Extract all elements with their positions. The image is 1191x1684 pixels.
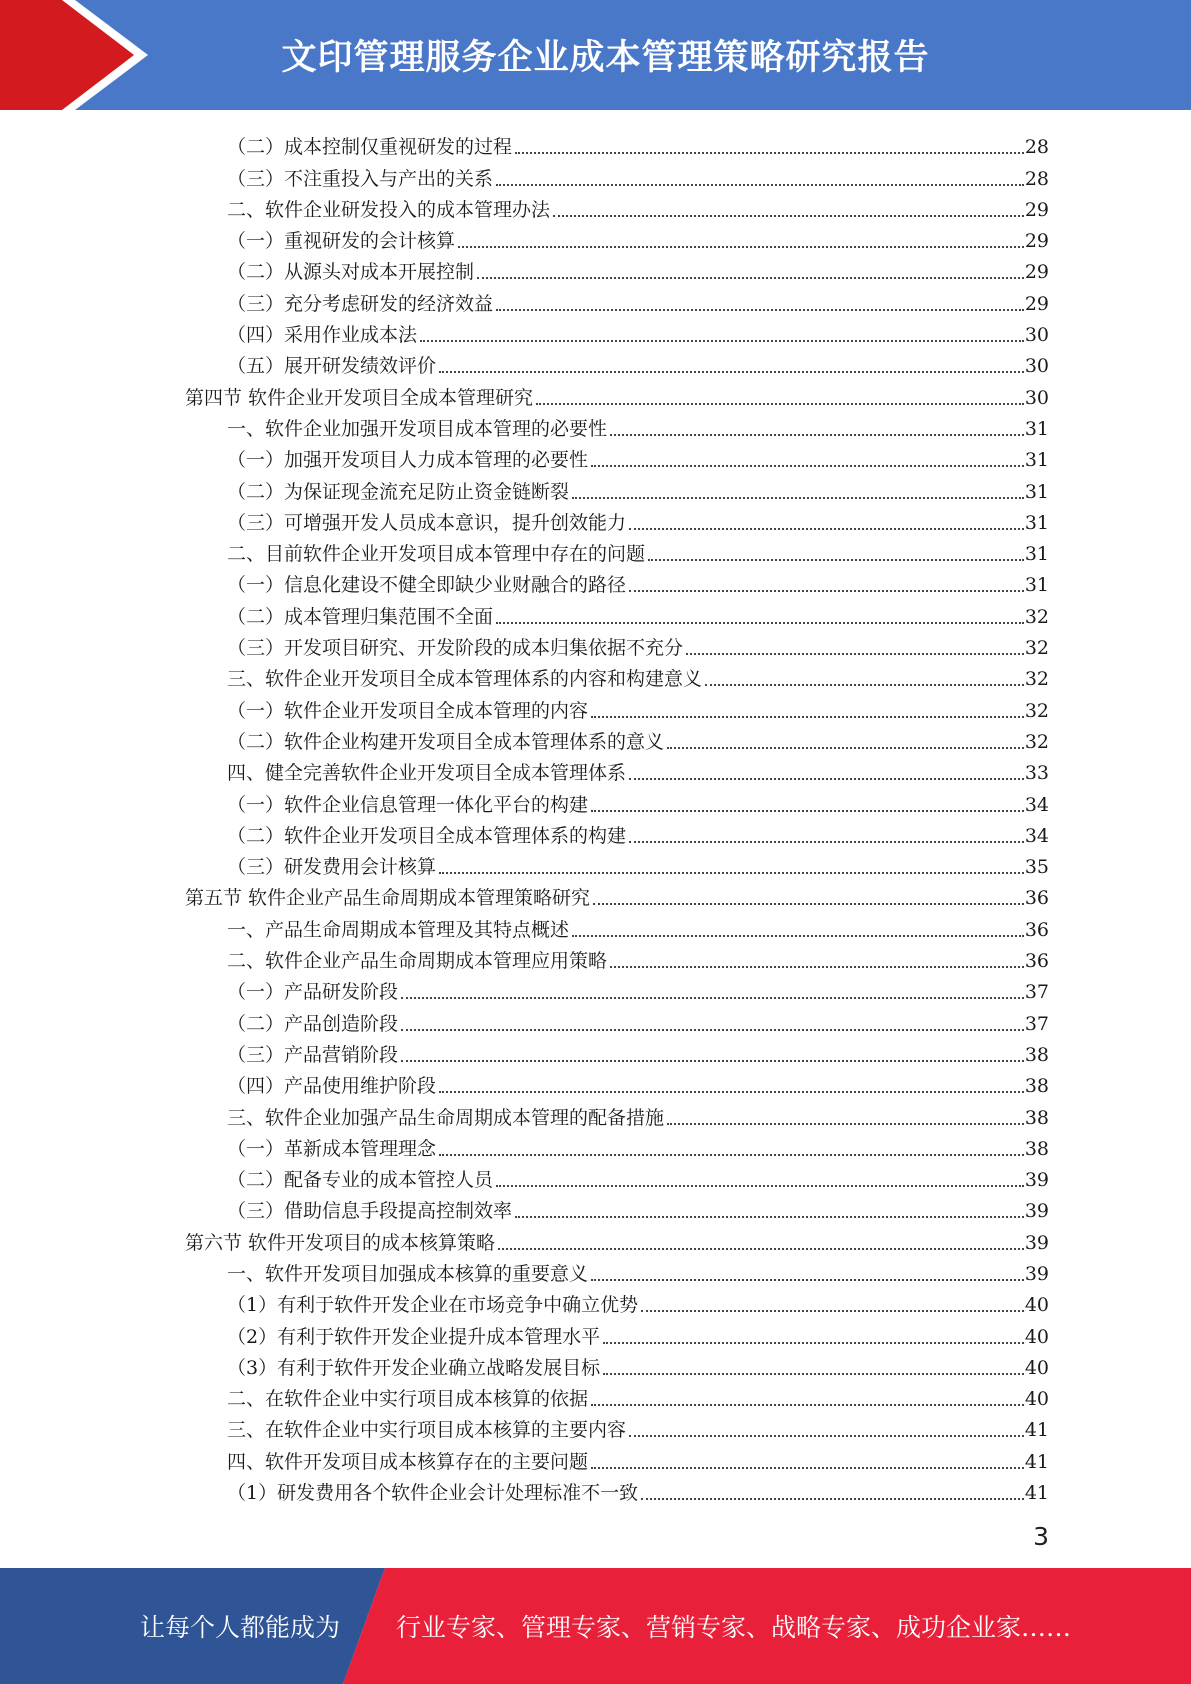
toc-dot-leader (591, 1404, 1024, 1406)
toc-entry[interactable] (185, 878, 1049, 909)
toc-entry-title: 第五节 软件企业产品生命周期成本管理策略研究 (185, 887, 591, 910)
toc-entry[interactable] (185, 1348, 1049, 1379)
toc-entry-title: 二、在软件企业中实行项目成本核算的依据 (227, 1388, 589, 1411)
footer-banner (0, 1568, 1191, 1684)
toc-entry-title: （3）有利于软件开发企业确立战略发展目标 (227, 1356, 601, 1379)
toc-entry-title: （四）产品使用维护阶段 (227, 1075, 437, 1098)
toc-entry-page: 31 (1024, 449, 1049, 472)
toc-entry-page: 38 (1024, 1106, 1049, 1129)
toc-entry-page: 40 (1024, 1356, 1049, 1379)
toc-entry-page: 38 (1024, 1137, 1049, 1160)
toc-entry-title: （三）可增强开发人员成本意识，提升创效能力 (227, 511, 627, 534)
toc-entry-page: 31 (1024, 511, 1049, 534)
toc-entry-title: （二）成本控制仅重视研发的过程 (227, 136, 513, 159)
toc-entry[interactable] (185, 1160, 1049, 1191)
toc-entry[interactable] (185, 471, 1049, 502)
toc-entry-title: 第四节 软件企业开发项目全成本管理研究 (185, 386, 534, 409)
toc-entry-page: 39 (1024, 1231, 1049, 1254)
toc-dot-leader (439, 1154, 1024, 1156)
toc-dot-leader (458, 246, 1024, 248)
toc-dot-leader (641, 1498, 1024, 1500)
toc-entry-page: 28 (1024, 136, 1049, 159)
toc-entry[interactable] (185, 722, 1049, 753)
toc-dot-leader (496, 184, 1024, 186)
toc-entry[interactable] (185, 596, 1049, 627)
toc-entry-page: 32 (1024, 668, 1049, 691)
toc-dot-leader (603, 1342, 1024, 1344)
toc-entry-title: 二、目前软件企业开发项目成本管理中存在的问题 (227, 543, 646, 566)
toc-entry[interactable] (185, 659, 1049, 690)
toc-entry-title: （二）配备专业的成本管控人员 (227, 1169, 494, 1192)
toc-dot-leader (401, 1060, 1024, 1062)
toc-entry-page: 41 (1024, 1450, 1049, 1473)
toc-entry[interactable] (185, 1097, 1049, 1128)
toc-dot-leader (591, 716, 1024, 718)
toc-entry[interactable] (185, 972, 1049, 1003)
toc-dot-leader (593, 903, 1024, 905)
toc-entry[interactable] (185, 816, 1049, 847)
toc-entry-title: （四）采用作业成本法 (227, 324, 418, 347)
toc-entry[interactable] (185, 941, 1049, 972)
footer-slogan-right: 行业专家、管理专家、营销专家、战略专家、成功企业家…… (396, 1613, 1072, 1642)
toc-entry-title: 三、在软件企业中实行项目成本核算的主要内容 (227, 1419, 627, 1442)
toc-entry[interactable] (185, 221, 1049, 252)
toc-entry-page: 32 (1024, 605, 1049, 628)
toc-entry[interactable] (185, 440, 1049, 471)
toc-entry-title: （二）软件企业开发项目全成本管理体系的构建 (227, 824, 627, 847)
toc-entry-title: （一）重视研发的会计核算 (227, 230, 456, 253)
toc-entry-page: 39 (1024, 1200, 1049, 1223)
toc-entry-title: （1）研发费用各个软件企业会计处理标准不一致 (227, 1482, 639, 1505)
toc-dot-leader (629, 590, 1024, 592)
toc-entry-title: 第六节 软件开发项目的成本核算策略 (185, 1231, 496, 1254)
toc-entry-page: 30 (1024, 386, 1049, 409)
toc-entry[interactable] (185, 1410, 1049, 1441)
toc-entry[interactable] (185, 1222, 1049, 1253)
toc-entry-title: 四、健全完善软件企业开发项目全成本管理体系 (227, 762, 627, 785)
page-number: 3 (1033, 1522, 1049, 1551)
toc-entry[interactable] (185, 565, 1049, 596)
toc-entry[interactable] (185, 1003, 1049, 1034)
toc-entry-title: （二）为保证现金流充足防止资金链断裂 (227, 480, 570, 503)
toc-entry-page: 30 (1024, 355, 1049, 378)
toc-entry[interactable] (185, 1316, 1049, 1347)
toc-dot-leader (648, 559, 1024, 561)
toc-entry[interactable] (185, 909, 1049, 940)
toc-entry[interactable] (185, 847, 1049, 878)
toc-dot-leader (572, 497, 1024, 499)
toc-entry-page: 31 (1024, 480, 1049, 503)
toc-dot-leader (705, 684, 1024, 686)
toc-entry-page: 31 (1024, 574, 1049, 597)
toc-entry-page: 29 (1024, 292, 1049, 315)
toc-entry-page: 29 (1024, 230, 1049, 253)
toc-dot-leader (496, 309, 1024, 311)
toc-entry-page: 32 (1024, 730, 1049, 753)
toc-entry[interactable] (185, 1473, 1049, 1504)
toc-entry-title: 一、软件企业加强开发项目成本管理的必要性 (227, 417, 608, 440)
toc-dot-leader (401, 997, 1024, 999)
toc-entry[interactable] (185, 628, 1049, 659)
toc-dot-leader (477, 277, 1024, 279)
toc-entry[interactable] (185, 283, 1049, 314)
toc-dot-leader (591, 1279, 1024, 1281)
toc-dot-leader (610, 966, 1024, 968)
toc-dot-leader (667, 747, 1024, 749)
toc-entry-page: 36 (1024, 918, 1049, 941)
header-band (0, 0, 1191, 110)
toc-entry-title: 三、软件企业开发项目全成本管理体系的内容和构建意义 (227, 668, 703, 691)
toc-entry-page: 34 (1024, 793, 1049, 816)
toc-dot-leader (498, 1248, 1024, 1250)
toc-entry-title: （三）开发项目研究、开发阶段的成本归集依据不充分 (227, 637, 684, 660)
toc-dot-leader (439, 371, 1024, 373)
toc-entry-title: （三）借助信息手段提高控制效率 (227, 1200, 513, 1223)
toc-entry-page: 38 (1024, 1075, 1049, 1098)
toc-dot-leader (591, 465, 1024, 467)
toc-entry[interactable] (185, 190, 1049, 221)
toc-entry[interactable] (185, 377, 1049, 408)
toc-entry-page: 30 (1024, 324, 1049, 347)
toc-entry[interactable] (185, 784, 1049, 815)
toc-entry[interactable] (185, 1254, 1049, 1285)
toc-entry-title: 一、产品生命周期成本管理及其特点概述 (227, 918, 570, 941)
toc-entry-title: 四、软件开发项目成本核算存在的主要问题 (227, 1450, 589, 1473)
table-of-contents (185, 127, 1049, 1504)
toc-entry-page: 28 (1024, 167, 1049, 190)
toc-entry-page: 39 (1024, 1262, 1049, 1285)
document-title: 文印管理服务企业成本管理策略研究报告 (281, 38, 930, 78)
toc-entry-title: （1）有利于软件开发企业在市场竞争中确立优势 (227, 1294, 639, 1317)
toc-entry-page: 32 (1024, 699, 1049, 722)
toc-dot-leader (641, 1310, 1024, 1312)
toc-dot-leader (496, 622, 1024, 624)
toc-dot-leader (629, 778, 1024, 780)
toc-entry[interactable] (185, 252, 1049, 283)
toc-entry[interactable] (185, 1035, 1049, 1066)
toc-entry[interactable] (185, 127, 1049, 158)
toc-entry-title: （五）展开研发绩效评价 (227, 355, 437, 378)
toc-entry-title: 一、软件开发项目加强成本核算的重要意义 (227, 1262, 589, 1285)
toc-entry[interactable] (185, 1066, 1049, 1097)
toc-entry[interactable] (185, 158, 1049, 189)
toc-entry-page: 31 (1024, 417, 1049, 440)
toc-entry-page: 37 (1024, 1012, 1049, 1035)
toc-entry-title: （二）成本管理归集范围不全面 (227, 605, 494, 628)
toc-entry-page: 29 (1024, 261, 1049, 284)
toc-dot-leader (629, 1435, 1024, 1437)
toc-dot-leader (591, 1467, 1024, 1469)
toc-entry-title: （一）软件企业开发项目全成本管理的内容 (227, 699, 589, 722)
toc-entry-title: （三）研发费用会计核算 (227, 856, 437, 879)
toc-entry-title: （三）不注重投入与产出的关系 (227, 167, 494, 190)
toc-entry[interactable] (185, 1379, 1049, 1410)
toc-entry[interactable] (185, 315, 1049, 346)
toc-dot-leader (439, 872, 1024, 874)
toc-dot-leader (439, 1091, 1024, 1093)
toc-dot-leader (515, 1216, 1024, 1218)
toc-entry-title: （一）加强开发项目人力成本管理的必要性 (227, 449, 589, 472)
toc-entry[interactable] (185, 1441, 1049, 1472)
toc-dot-leader (629, 528, 1024, 530)
toc-entry[interactable] (185, 1129, 1049, 1160)
toc-entry-title: 二、软件企业产品生命周期成本管理应用策略 (227, 950, 608, 973)
toc-entry-page: 37 (1024, 981, 1049, 1004)
toc-entry-title: （二）产品创造阶段 (227, 1012, 399, 1035)
toc-entry-title: （一）信息化建设不健全即缺少业财融合的路径 (227, 574, 627, 597)
toc-entry[interactable] (185, 690, 1049, 721)
toc-entry-page: 31 (1024, 543, 1049, 566)
toc-entry[interactable] (185, 753, 1049, 784)
toc-entry-page: 29 (1024, 198, 1049, 221)
toc-dot-leader (496, 1185, 1024, 1187)
toc-entry-title: （二）从源头对成本开展控制 (227, 261, 475, 284)
toc-entry-page: 40 (1024, 1294, 1049, 1317)
toc-entry-page: 36 (1024, 887, 1049, 910)
toc-dot-leader (572, 935, 1024, 937)
toc-entry-page: 38 (1024, 1043, 1049, 1066)
toc-dot-leader (603, 1373, 1024, 1375)
toc-entry-page: 41 (1024, 1419, 1049, 1442)
toc-entry[interactable] (185, 346, 1049, 377)
toc-dot-leader (536, 403, 1024, 405)
toc-entry[interactable] (185, 1191, 1049, 1222)
toc-entry-title: （一）革新成本管理理念 (227, 1137, 437, 1160)
toc-dot-leader (667, 1123, 1024, 1125)
toc-entry-page: 40 (1024, 1325, 1049, 1348)
toc-entry[interactable] (185, 1285, 1049, 1316)
toc-dot-leader (553, 215, 1024, 217)
toc-entry-page: 41 (1024, 1482, 1049, 1505)
toc-entry-page: 34 (1024, 824, 1049, 847)
toc-entry[interactable] (185, 409, 1049, 440)
toc-entry-page: 39 (1024, 1169, 1049, 1192)
toc-dot-leader (591, 810, 1024, 812)
toc-entry-page: 36 (1024, 950, 1049, 973)
toc-dot-leader (420, 340, 1024, 342)
toc-dot-leader (401, 1029, 1024, 1031)
toc-entry-title: 二、软件企业研发投入的成本管理办法 (227, 198, 551, 221)
toc-entry-page: 35 (1024, 856, 1049, 879)
toc-entry-title: （一）软件企业信息管理一体化平台的构建 (227, 793, 589, 816)
toc-dot-leader (686, 653, 1024, 655)
toc-entry-title: （二）软件企业构建开发项目全成本管理体系的意义 (227, 730, 665, 753)
toc-entry-title: （一）产品研发阶段 (227, 981, 399, 1004)
toc-entry-title: （三）充分考虑研发的经济效益 (227, 292, 494, 315)
toc-entry[interactable] (185, 534, 1049, 565)
toc-entry-title: （2）有利于软件开发企业提升成本管理水平 (227, 1325, 601, 1348)
toc-dot-leader (610, 434, 1024, 436)
toc-dot-leader (515, 152, 1024, 154)
toc-entry-title: 三、软件企业加强产品生命周期成本管理的配备措施 (227, 1106, 665, 1129)
toc-dot-leader (629, 841, 1024, 843)
toc-entry-page: 32 (1024, 637, 1049, 660)
toc-entry-page: 33 (1024, 762, 1049, 785)
footer-slogan-left: 让每个人都能成为 (140, 1613, 341, 1642)
toc-entry-page: 40 (1024, 1388, 1049, 1411)
toc-entry-title: （三）产品营销阶段 (227, 1043, 399, 1066)
toc-entry[interactable] (185, 503, 1049, 534)
